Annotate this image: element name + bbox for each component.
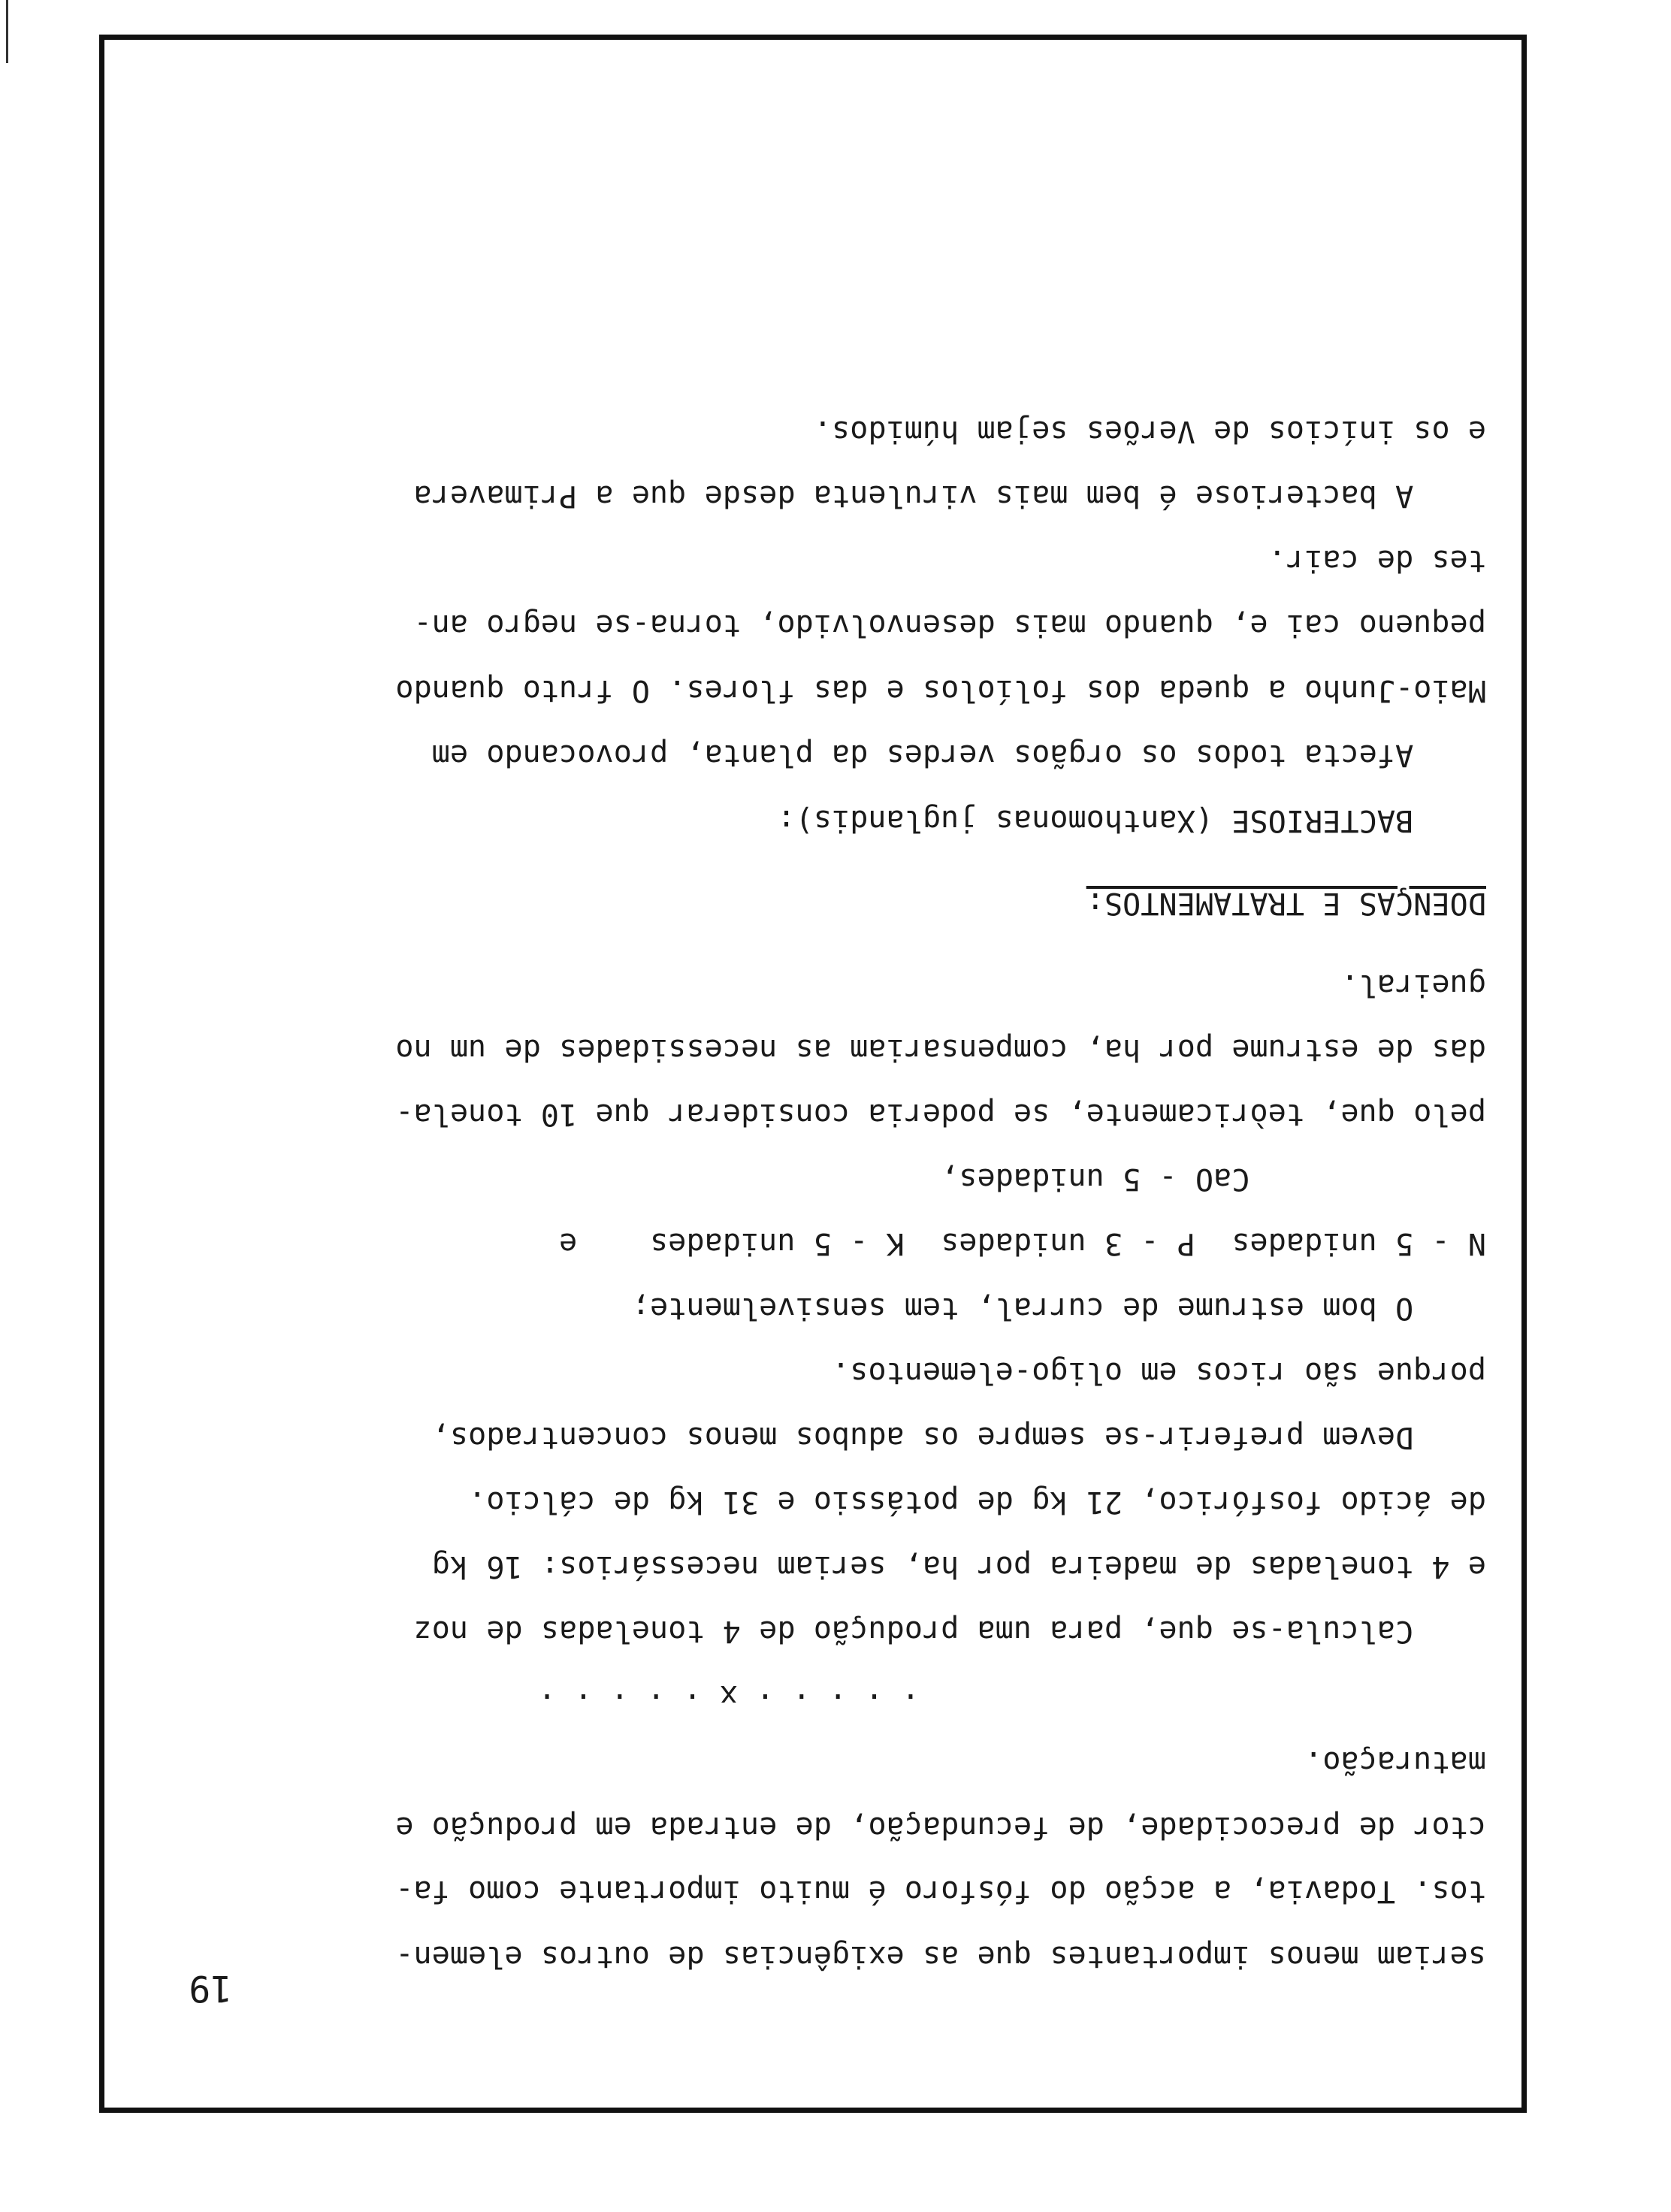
text-line: Afecta todos os orgãos verdes da planta, provocando em [431,738,1486,772]
text-line: seriam menos importantes que as exigências de outros elemen- [395,1939,1486,1974]
text-line: ctor de precocidade, de fecundação, de entrada em produção e [395,1810,1486,1845]
text-line: pelo que, teòricamente, se poderia considerar que 10 tonela- [395,1097,1486,1132]
text-line: O bom estrume de curral, tem sensivelmente; [631,1291,1486,1325]
text-line: tes de cair. [1268,543,1486,578]
text-line: de ácido fosfórico, 21 kg de potássio e 31 kg de cálcio. [468,1485,1486,1519]
page-number: 19 [189,1967,232,2009]
text-line: Devem preferir-se sempre os adubos menos concentrados, [431,1420,1486,1455]
page-border [99,35,1527,2113]
text-line: das de estrume por ha, compensariam as necessidades de um no [395,1032,1486,1067]
text-line: Calcula-se que, para uma produção de 4 toneladas de noz [413,1614,1486,1648]
section-heading: DOENÇAS E TRATAMENTOS: [1086,886,1486,920]
text-line: maturação. [1304,1745,1486,1779]
separator-line: · · · · · x · · · · · [537,1679,920,1713]
text-line: A bacteriose é bem mais virulenta desde que a Primavera [413,479,1486,513]
text-line: porque são ricos em oligo-elementos. [831,1355,1486,1390]
text-line: N - 5 unidades P - 3 unidades K - 5 unidades e [559,1226,1486,1261]
text-line: e 4 toneladas de madeira por ha, seriam necessários: 16 kg [431,1549,1486,1584]
text-line: Maio-Junho a queda dos folíolos e das flores. O fruto quando [395,673,1486,708]
text-line: pequeno cai e, quando mais desenvolvido, torna-se negro an- [413,608,1486,642]
text-line: tos. Todavia, a acção do fósforo é muito importante como fa- [395,1874,1486,1908]
text-line: e os inícios de Verões sejam húmidos. [813,414,1486,449]
text-line: CaO - 5 unidades, [941,1162,1486,1196]
text-line: gueiral. [1340,968,1486,1002]
subsection-heading: BACTERIOSE (Xanthomonas juglandis): [777,803,1486,838]
scan-edge-mark [6,0,8,63]
